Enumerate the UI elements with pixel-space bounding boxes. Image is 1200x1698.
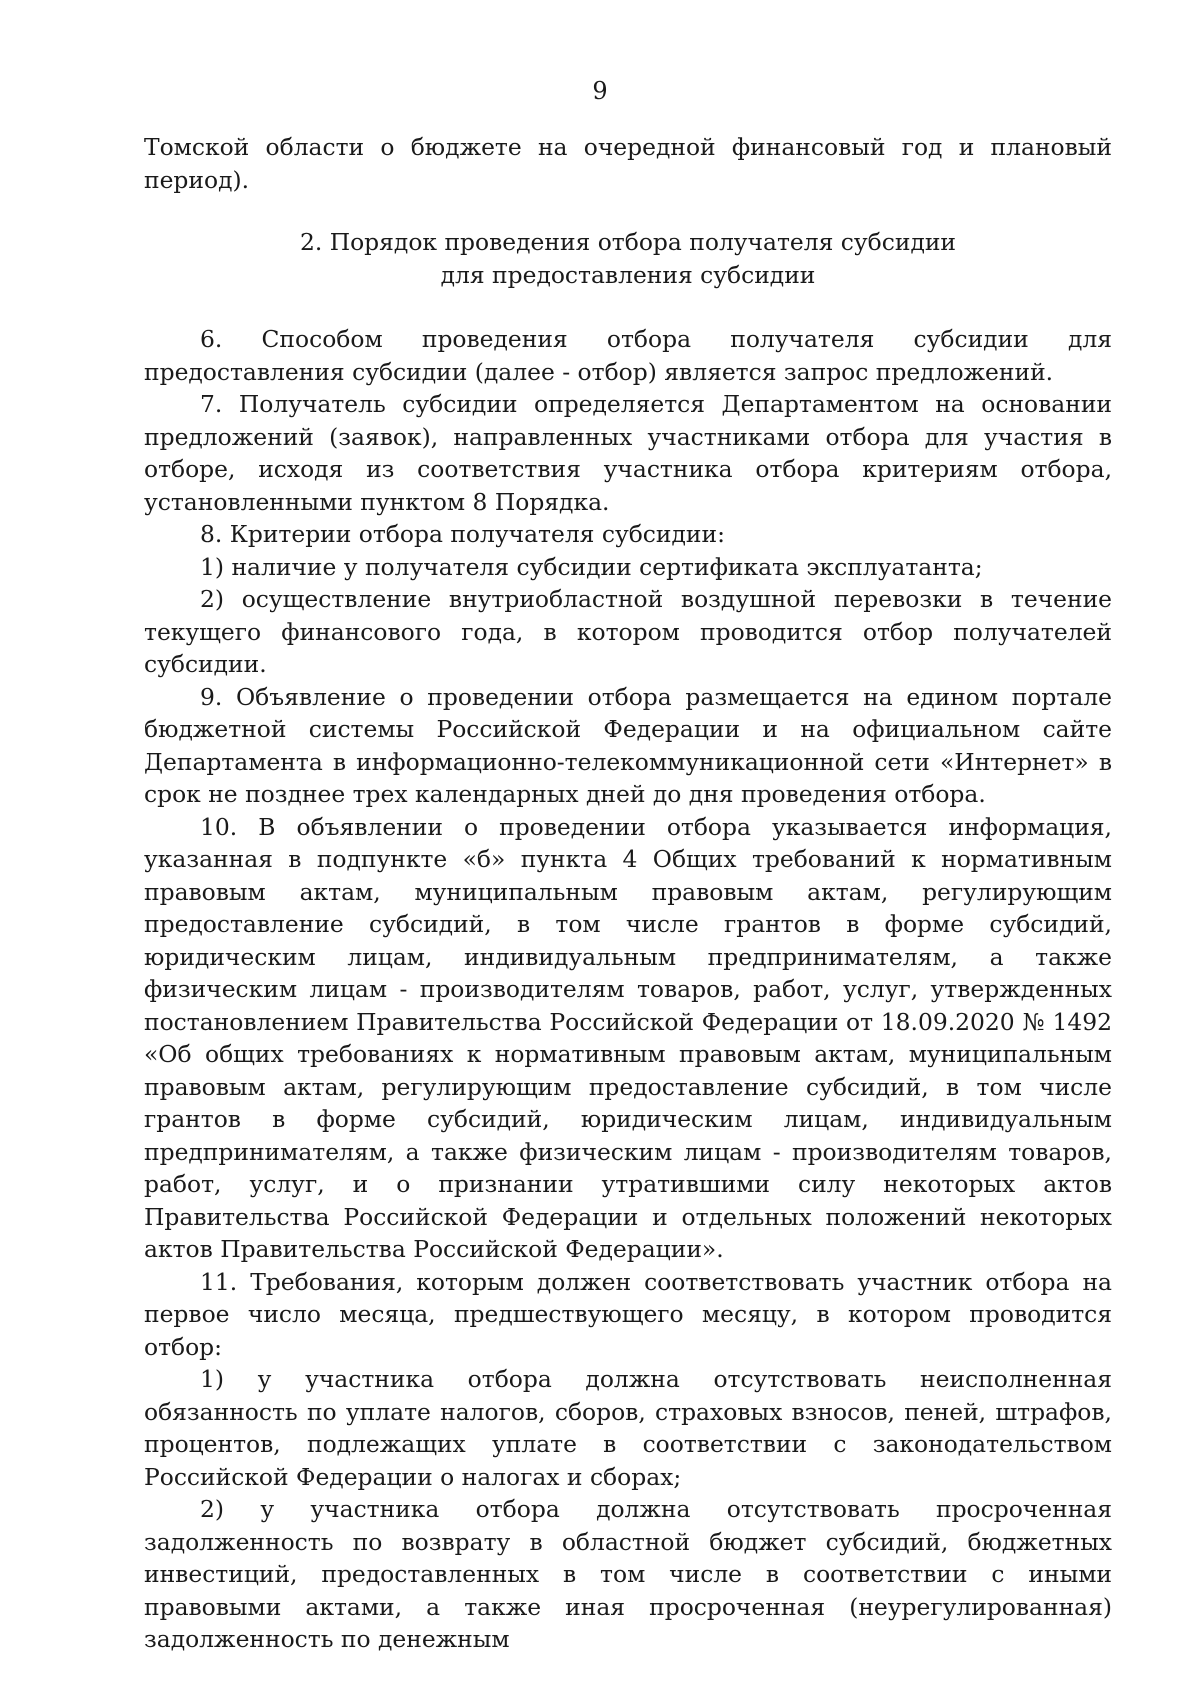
document-body [144, 131, 1112, 1656]
paragraph-6: 6. Способом проведения отбора получателя субсидии для предоставления субсидии (далее - отбор) является запрос предложений. [144, 325, 1112, 386]
paragraph-11-item-1: 1) у участника отбора должна отсутствовать неисполненная обязанность по уплате налогов, сборов, страховых взносов, пеней, штрафов, процентов, подлежащих уплате в соответствии с законодательством Российской Федерации о налогах и сборах; [144, 1365, 1112, 1491]
section-title-line-2: для предоставления субсидии [440, 260, 816, 289]
paragraph-11-item-2: 2) у участника отбора должна отсутствовать просроченная задолженность по возврату в областной бюджет субсидий, бюджетных инвестиций, предоставленных в том числе в соответствии с иными правовыми актами, а также иная просроченная (неурегулированная) задолженность по денежным [144, 1495, 1112, 1653]
section-title [144, 226, 1112, 291]
paragraph-8-item-1: 1) наличие у получателя субсидии сертификата эксплуатанта; [200, 552, 983, 581]
paragraph-10: 10. В объявлении о проведении отбора указывается информация, указанная в подпункте «б» пункта 4 Общих требований к нормативным правовым актам, муниципальным правовым актам, регулирующим предоставление субсидий, в том числе грантов в форме субсидий, юридическим лицам, индивидуальным предпринимателям, а также физическим лицам - производителям товаров, работ, услуг, утвержденных постановлением Правительства Российской Федерации от 18.09.2020 № 1492 «Об общих требованиях к нормативным правовым актам, муниципальным правовым актам, регулирующим предоставление субсидий, в том числе грантов в форме субсидий, юридическим лицам, индивидуальным предпринимателям, а также физическим лицам - производителям товаров, работ, услуг, и о признании утратившими силу некоторых актов Правительства Российской Федерации и отдельных положений некоторых актов Правительства Российской Федерации». [144, 812, 1112, 1263]
section-title-line-1: 2. Порядок проведения отбора получателя субсидии [299, 228, 957, 256]
paragraph-8: 8. Критерии отбора получателя субсидии: [200, 520, 725, 548]
continuation-paragraph: Томской области о бюджете на очередной финансовый год и плановый период). [144, 133, 1112, 194]
page-number: 9 [592, 77, 608, 105]
paragraph-11: 11. Требования, которым должен соответствовать участник отбора на первое число месяца, предшествующего месяцу, в котором проводится отбор: [144, 1267, 1112, 1361]
paragraph-7: 7. Получатель субсидии определяется Департаментом на основании предложений (заявок), направленных участниками отбора для участия в отборе, исходя из соответствия участника отбора критериям отбора, установленными пунктом 8 Порядка. [144, 390, 1112, 516]
paragraph-8-item-2: 2) осуществление внутриобластной воздушной перевозки в течение текущего финансового года, в котором проводится отбор получателей субсидии. [144, 585, 1112, 678]
paragraph-9: 9. Объявление о проведении отбора размещается на едином портале бюджетной системы Российской Федерации и на официальном сайте Департамента в информационно-телекоммуникационной сети «Интернет» в срок не позднее трех календарных дней до дня проведения отбора. [144, 682, 1112, 808]
